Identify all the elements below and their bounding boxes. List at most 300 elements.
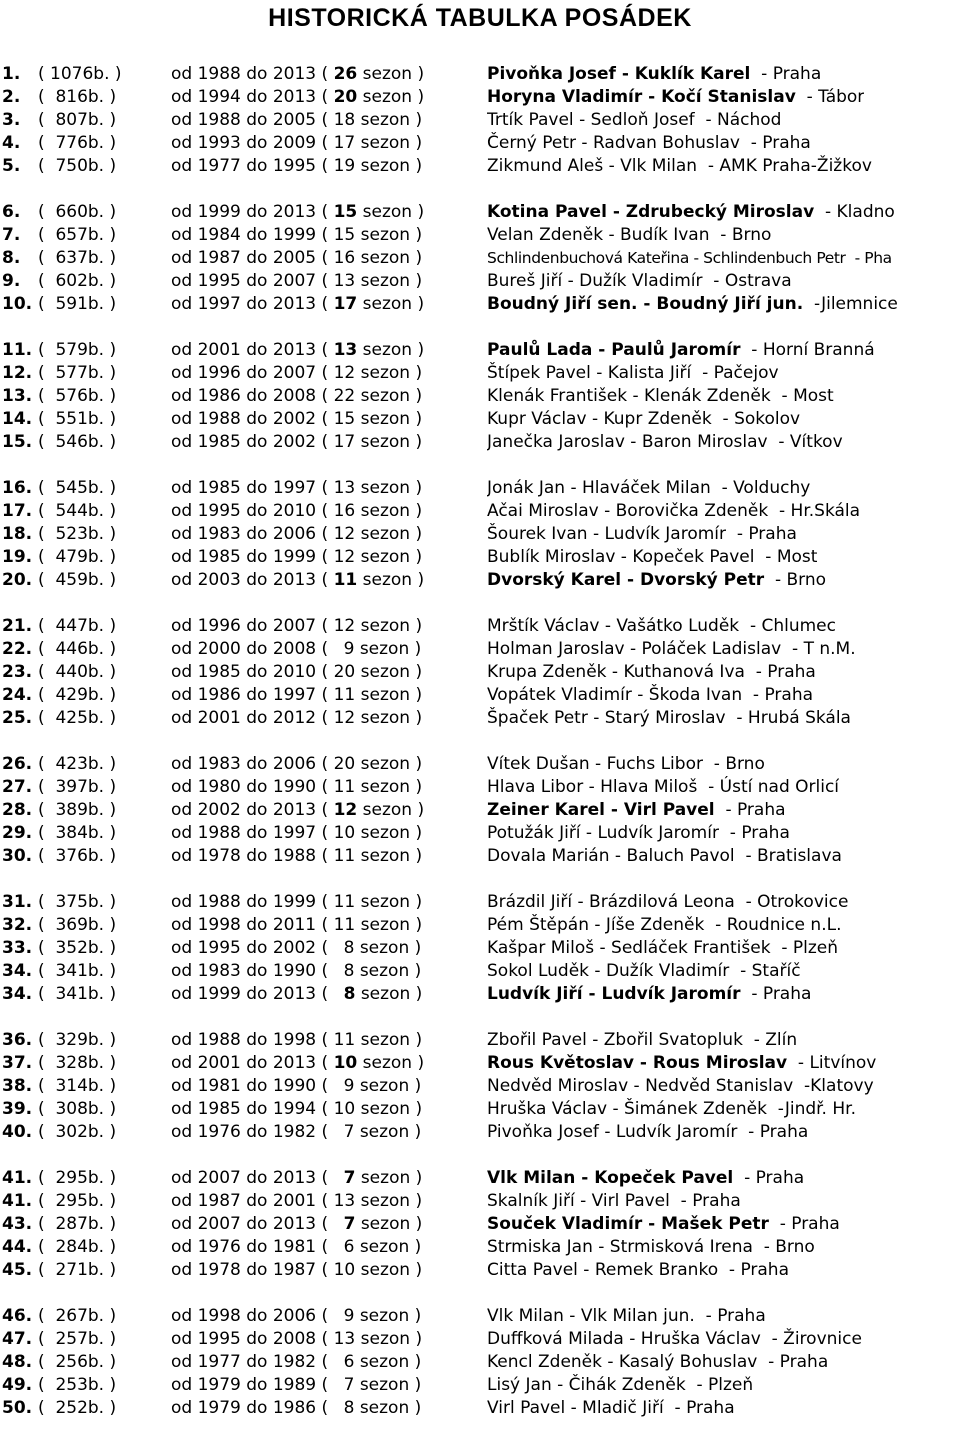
- crew-place: - Sokolov: [722, 409, 801, 429]
- crew: [487, 132, 811, 155]
- crew-names: Kašpar Miloš - Sedláček František: [487, 938, 771, 958]
- rank-number: 41.: [2, 1191, 33, 1211]
- period-range: od 1984 do 1999 (: [171, 225, 329, 245]
- period-range: od 1995 do 2007 (: [171, 271, 329, 291]
- rank-number: 26.: [2, 754, 33, 774]
- crew: [487, 1052, 876, 1075]
- period: [171, 845, 422, 868]
- table-row: [0, 339, 960, 362]
- season-count: 12: [333, 708, 356, 728]
- period-range: od 2007 do 2013 (: [171, 1214, 329, 1234]
- score: ( 423b. ): [38, 754, 117, 774]
- crew-place: - Praha: [761, 64, 822, 84]
- score: ( 425b. ): [38, 708, 117, 728]
- crew-names: Kotina Pavel - Zdrubecký Miroslav: [487, 202, 815, 222]
- crew-place: - T n.M.: [792, 639, 856, 659]
- score: ( 545b. ): [38, 478, 117, 498]
- crew-place: - Ostrava: [713, 271, 792, 291]
- table-row: [0, 224, 960, 247]
- period: [171, 638, 421, 661]
- crew: [487, 63, 821, 86]
- crew: [487, 638, 856, 661]
- crew-place: - Praha: [779, 1214, 840, 1234]
- season-count: 10: [333, 823, 356, 843]
- table-row: [0, 247, 960, 270]
- score: ( 267b. ): [38, 1306, 117, 1326]
- season-count: 18: [333, 110, 356, 130]
- period-range: od 1995 do 2002 (: [171, 938, 329, 958]
- season-count: 20: [333, 87, 358, 107]
- period: [171, 1259, 422, 1282]
- crew: [487, 960, 801, 983]
- period: [171, 799, 424, 822]
- crew-names: Zeiner Karel - Virl Pavel: [487, 800, 715, 820]
- table-row: [0, 546, 960, 569]
- period: [171, 960, 421, 983]
- crew-names: Duffková Milada - Hruška Václav: [487, 1329, 761, 1349]
- table-row: [0, 1167, 960, 1190]
- table-row: [0, 914, 960, 937]
- table-row: [0, 776, 960, 799]
- crew-place: - Praha: [768, 1352, 829, 1372]
- table-row: [0, 1052, 960, 1075]
- period-range: od 1979 do 1986 (: [171, 1398, 329, 1418]
- crew: [487, 776, 839, 799]
- crew-place: - Praha: [744, 1168, 805, 1188]
- period: [171, 546, 422, 569]
- score: ( 314b. ): [38, 1076, 117, 1096]
- period-range: od 1980 do 1990 (: [171, 777, 329, 797]
- crew-place: - Praha: [752, 685, 814, 705]
- crew-place: - Praha: [680, 1191, 741, 1211]
- crew-names: Hlava Libor - Hlava Miloš: [487, 777, 698, 797]
- season-count: 12: [333, 547, 356, 567]
- season-label: sezon ): [359, 1076, 422, 1096]
- season-count: 8: [343, 984, 356, 1004]
- season-count: 11: [333, 846, 356, 866]
- period-range: od 1988 do 1999 (: [171, 892, 329, 912]
- period: [171, 684, 422, 707]
- season-count: 11: [333, 570, 358, 590]
- period-range: od 2001 do 2013 (: [171, 1053, 329, 1073]
- season-count: 8: [343, 1398, 355, 1418]
- period: [171, 1305, 421, 1328]
- period-range: od 1999 do 2013 (: [171, 984, 329, 1004]
- rank-number: 19.: [2, 547, 33, 567]
- season-count: 12: [333, 363, 356, 383]
- season-label: sezon ): [359, 639, 422, 659]
- score: ( 523b. ): [38, 524, 117, 544]
- rank-number: 33.: [2, 938, 33, 958]
- crew-names: Sokol Luděk - Dužík Vladimír: [487, 961, 730, 981]
- crew-place: - Hrubá Skála: [736, 708, 851, 728]
- crew-place: - Vítkov: [778, 432, 843, 452]
- crew-names: Vlk Milan - Kopeček Pavel: [487, 1168, 734, 1188]
- rank-number: 37.: [2, 1053, 33, 1073]
- table-row: [0, 661, 960, 684]
- season-label: sezon ): [360, 110, 423, 130]
- season-label: sezon ): [360, 1260, 423, 1280]
- crew-names: Pivoňka Josef - Kuklík Karel: [487, 64, 751, 84]
- period-range: od 1978 do 1988 (: [171, 846, 329, 866]
- table-group: [0, 615, 960, 730]
- score: ( 257b. ): [38, 1329, 117, 1349]
- rank-number: 12.: [2, 363, 33, 383]
- crew: [487, 753, 765, 776]
- crew: [487, 270, 792, 293]
- rank-number: 1.: [2, 64, 21, 84]
- season-label: sezon ): [362, 1053, 425, 1073]
- crew-names: Souček Vladimír - Mašek Petr: [487, 1214, 769, 1234]
- table-group: [0, 891, 960, 1006]
- crew-place: - Tábor: [806, 87, 865, 107]
- season-count: 20: [333, 754, 356, 774]
- crew-place: - Plzeň: [696, 1375, 754, 1395]
- period-range: od 1976 do 1981 (: [171, 1237, 329, 1257]
- season-label: sezon ): [360, 1099, 423, 1119]
- crew: [487, 293, 898, 316]
- score: ( 256b. ): [38, 1352, 117, 1372]
- period-range: od 1995 do 2010 (: [171, 501, 329, 521]
- season-count: 9: [343, 639, 355, 659]
- rank-number: 3.: [2, 110, 21, 130]
- table-row: [0, 1213, 960, 1236]
- rank-number: 44.: [2, 1237, 33, 1257]
- season-label: sezon ): [362, 202, 425, 222]
- season-count: 20: [333, 662, 356, 682]
- rank-number: 30.: [2, 846, 33, 866]
- rank-number: 36.: [2, 1030, 33, 1050]
- crew: [487, 1190, 741, 1213]
- score: ( 591b. ): [38, 294, 117, 314]
- period-range: od 2003 do 2013 (: [171, 570, 329, 590]
- score: ( 389b. ): [38, 800, 117, 820]
- crew: [487, 201, 895, 224]
- period-range: od 1986 do 2008 (: [171, 386, 329, 406]
- table-row: [0, 1328, 960, 1351]
- score: ( 657b. ): [38, 225, 117, 245]
- season-label: sezon ): [360, 915, 423, 935]
- crew-names: Zbořil Pavel - Zbořil Svatopluk: [487, 1030, 743, 1050]
- season-count: 13: [333, 1329, 356, 1349]
- period: [171, 1190, 422, 1213]
- season-label: sezon ): [360, 133, 423, 153]
- period-range: od 1999 do 2013 (: [171, 202, 329, 222]
- crew: [487, 408, 800, 431]
- crew-names: Zikmund Aleš - Vlk Milan: [487, 156, 698, 176]
- crew-place: - Žirovnice: [771, 1329, 862, 1349]
- score: ( 551b. ): [38, 409, 117, 429]
- season-count: 13: [333, 271, 356, 291]
- period: [171, 155, 422, 178]
- score: ( 546b. ): [38, 432, 117, 452]
- period: [171, 1098, 422, 1121]
- season-count: 15: [333, 225, 356, 245]
- table-group: [0, 201, 960, 316]
- period: [171, 523, 422, 546]
- period-range: od 2007 do 2013 (: [171, 1168, 329, 1188]
- crew-names: Paulů Lada - Paulů Jaromír: [487, 340, 741, 360]
- page-title: HISTORICKÁ TABULKA POSÁDEK: [268, 4, 692, 32]
- crew: [487, 937, 838, 960]
- score: ( 602b. ): [38, 271, 117, 291]
- period-range: od 1995 do 2008 (: [171, 1329, 329, 1349]
- score: ( 776b. ): [38, 133, 117, 153]
- crew-names: Holman Jaroslav - Poláček Ladislav: [487, 639, 782, 659]
- crew-place: - Praha: [750, 133, 811, 153]
- season-label: sezon ): [360, 846, 423, 866]
- season-count: 10: [333, 1260, 356, 1280]
- period: [171, 1236, 421, 1259]
- crew-place: - AMK Praha-Žižkov: [707, 156, 872, 176]
- table-row: [0, 500, 960, 523]
- score: ( 816b. ): [38, 87, 117, 107]
- season-count: 16: [333, 248, 356, 268]
- crew-place: -Jilemnice: [814, 294, 898, 314]
- rank-number: 40.: [2, 1122, 33, 1142]
- crew-place: - Staříč: [740, 961, 801, 981]
- crew-names: Boudný Jiří sen. - Boudný Jiří jun.: [487, 294, 804, 314]
- period: [171, 408, 422, 431]
- crew-names: Velan Zdeněk - Budík Ivan: [487, 225, 710, 245]
- period: [171, 224, 422, 247]
- crew-place: - Praha: [755, 662, 816, 682]
- season-label: sezon ): [359, 1306, 422, 1326]
- period: [171, 132, 422, 155]
- score: ( 302b. ): [38, 1122, 117, 1142]
- table-row: [0, 362, 960, 385]
- season-count: 7: [343, 1375, 355, 1395]
- crew: [487, 1213, 840, 1236]
- crew: [487, 477, 810, 500]
- period-range: od 1987 do 2005 (: [171, 248, 329, 268]
- period: [171, 1167, 422, 1190]
- rank-number: 22.: [2, 639, 33, 659]
- rank-number: 18.: [2, 524, 33, 544]
- crew: [487, 500, 860, 523]
- table-row: [0, 983, 960, 1006]
- crew-place: - Náchod: [705, 110, 782, 130]
- period-range: od 1977 do 1982 (: [171, 1352, 329, 1372]
- crew: [487, 914, 841, 937]
- season-count: 8: [343, 961, 355, 981]
- table-group: [0, 1167, 960, 1282]
- table-row: [0, 1075, 960, 1098]
- crew: [487, 1167, 804, 1190]
- crew-place: - Praha: [736, 524, 797, 544]
- crew: [487, 155, 872, 178]
- period-range: od 2000 do 2008 (: [171, 639, 329, 659]
- crew-names: Ačai Miroslav - Borovička Zdeněk: [487, 501, 769, 521]
- season-count: 12: [333, 800, 358, 820]
- crew-table: [0, 63, 960, 1443]
- crew-names: Bublík Miroslav - Kopeček Pavel: [487, 547, 755, 567]
- crew: [487, 1121, 808, 1144]
- table-row: [0, 132, 960, 155]
- period: [171, 431, 422, 454]
- period: [171, 385, 422, 408]
- season-label: sezon ): [360, 892, 423, 912]
- score: ( 447b. ): [38, 616, 117, 636]
- table-row: [0, 569, 960, 592]
- season-count: 15: [333, 409, 356, 429]
- period-range: od 1998 do 2011 (: [171, 915, 329, 935]
- crew-names: Špaček Petr - Starý Miroslav: [487, 708, 726, 728]
- score: ( 384b. ): [38, 823, 117, 843]
- table-row: [0, 293, 960, 316]
- rank-number: 16.: [2, 478, 33, 498]
- score: ( 544b. ): [38, 501, 117, 521]
- period-range: od 2001 do 2013 (: [171, 340, 329, 360]
- season-label: sezon ): [359, 1375, 422, 1395]
- score: ( 579b. ): [38, 340, 117, 360]
- table-row: [0, 1397, 960, 1420]
- table-row: [0, 1305, 960, 1328]
- season-count: 11: [333, 892, 356, 912]
- table-row: [0, 155, 960, 178]
- crew-place: - Brno: [774, 570, 827, 590]
- period-range: od 1987 do 2001 (: [171, 1191, 329, 1211]
- crew-place: - Otrokovice: [745, 892, 849, 912]
- score: ( 376b. ): [38, 846, 117, 866]
- season-count: 13: [333, 340, 358, 360]
- period: [171, 477, 422, 500]
- score: ( 479b. ): [38, 547, 117, 567]
- crew: [487, 109, 781, 132]
- rank-number: 24.: [2, 685, 33, 705]
- score: ( 341b. ): [38, 984, 117, 1004]
- rank-number: 25.: [2, 708, 33, 728]
- season-count: 9: [343, 1076, 355, 1096]
- season-label: sezon ): [360, 1168, 423, 1188]
- period-range: od 2001 do 2012 (: [171, 708, 329, 728]
- period-range: od 1985 do 2010 (: [171, 662, 329, 682]
- season-count: 11: [333, 777, 356, 797]
- table-row: [0, 845, 960, 868]
- crew: [487, 1305, 766, 1328]
- crew-place: - Bratislava: [745, 846, 842, 866]
- rank-number: 11.: [2, 340, 33, 360]
- season-count: 22: [333, 386, 356, 406]
- rank-number: 49.: [2, 1375, 33, 1395]
- table-row: [0, 1098, 960, 1121]
- period-range: od 1998 do 2006 (: [171, 1306, 329, 1326]
- season-label: sezon ): [360, 662, 423, 682]
- rank-number: 29.: [2, 823, 33, 843]
- table-row: [0, 822, 960, 845]
- score: ( 271b. ): [38, 1260, 117, 1280]
- table-row: [0, 891, 960, 914]
- rank-number: 17.: [2, 501, 33, 521]
- score: ( 352b. ): [38, 938, 117, 958]
- crew-place: - Praha: [674, 1398, 735, 1418]
- season-count: 9: [343, 1306, 355, 1326]
- crew-names: Černý Petr - Radvan Bohuslav: [487, 133, 740, 153]
- crew-names: Krupa Zdeněk - Kuthanová Iva: [487, 662, 745, 682]
- crew-names: Schlindenbuchová Kateřina - Schlindenbuch Petr: [487, 249, 846, 267]
- rank-number: 50.: [2, 1398, 33, 1418]
- season-count: 10: [333, 1099, 356, 1119]
- period-range: od 1985 do 1997 (: [171, 478, 329, 498]
- table-row: [0, 431, 960, 454]
- season-label: sezon ): [360, 1214, 423, 1234]
- crew: [487, 1328, 862, 1351]
- score: ( 252b. ): [38, 1398, 117, 1418]
- season-count: 19: [333, 156, 356, 176]
- period: [171, 339, 424, 362]
- crew-place: - Zlín: [753, 1030, 798, 1050]
- period: [171, 1213, 422, 1236]
- table-row: [0, 799, 960, 822]
- score: ( 576b. ): [38, 386, 117, 406]
- period: [171, 753, 422, 776]
- crew: [487, 546, 817, 569]
- crew: [487, 983, 811, 1006]
- season-count: 7: [343, 1122, 355, 1142]
- season-label: sezon ): [362, 570, 425, 590]
- table-row: [0, 1259, 960, 1282]
- crew-place: - Brno: [763, 1237, 815, 1257]
- rank-number: 31.: [2, 892, 33, 912]
- crew-names: Šourek Ivan - Ludvík Jaromír: [487, 524, 726, 544]
- score: ( 369b. ): [38, 915, 117, 935]
- crew: [487, 362, 779, 385]
- crew-names: Mrštík Václav - Vašátko Luděk: [487, 616, 740, 636]
- rank-number: 6.: [2, 202, 21, 222]
- period-range: od 1988 do 1998 (: [171, 1030, 329, 1050]
- table-row: [0, 1121, 960, 1144]
- period: [171, 615, 422, 638]
- season-label: sezon ): [360, 754, 423, 774]
- crew-names: Horyna Vladimír - Kočí Stanislav: [487, 87, 796, 107]
- crew-place: - Plzeň: [781, 938, 839, 958]
- crew: [487, 523, 797, 546]
- period-range: od 1983 do 1990 (: [171, 961, 329, 981]
- score: ( 577b. ): [38, 363, 117, 383]
- season-count: 8: [343, 938, 355, 958]
- crew: [487, 339, 875, 362]
- table-row: [0, 684, 960, 707]
- rank-number: 32.: [2, 915, 33, 935]
- crew-names: Potužák Jiří - Ludvík Jaromír: [487, 823, 719, 843]
- crew: [487, 224, 771, 247]
- crew-place: - Pha: [854, 249, 892, 267]
- crew-place: - Ústí nad Orlicí: [708, 777, 840, 797]
- crew-names: Vlk Milan - Vlk Milan jun.: [487, 1306, 695, 1326]
- crew-place: - Brno: [713, 754, 765, 774]
- table-row: [0, 937, 960, 960]
- period-range: od 1988 do 2013 (: [171, 64, 329, 84]
- table-row: [0, 960, 960, 983]
- season-label: sezon ): [360, 777, 423, 797]
- crew-names: Jonák Jan - Hlaváček Milan: [487, 478, 711, 498]
- period: [171, 1374, 421, 1397]
- season-label: sezon ): [359, 1237, 422, 1257]
- crew-place: - Most: [781, 386, 834, 406]
- season-label: sezon ): [360, 478, 423, 498]
- period: [171, 1029, 422, 1052]
- season-count: 6: [343, 1237, 355, 1257]
- season-label: sezon ): [359, 1122, 422, 1142]
- table-row: [0, 1029, 960, 1052]
- crew-names: Štípek Pavel - Kalista Jiří: [487, 363, 692, 383]
- season-label: sezon ): [360, 524, 423, 544]
- crew: [487, 891, 848, 914]
- season-label: sezon ): [360, 271, 423, 291]
- season-label: sezon ): [360, 386, 423, 406]
- table-row: [0, 109, 960, 132]
- crew-names: Ludvík Jiří - Ludvík Jaromír: [487, 984, 741, 1004]
